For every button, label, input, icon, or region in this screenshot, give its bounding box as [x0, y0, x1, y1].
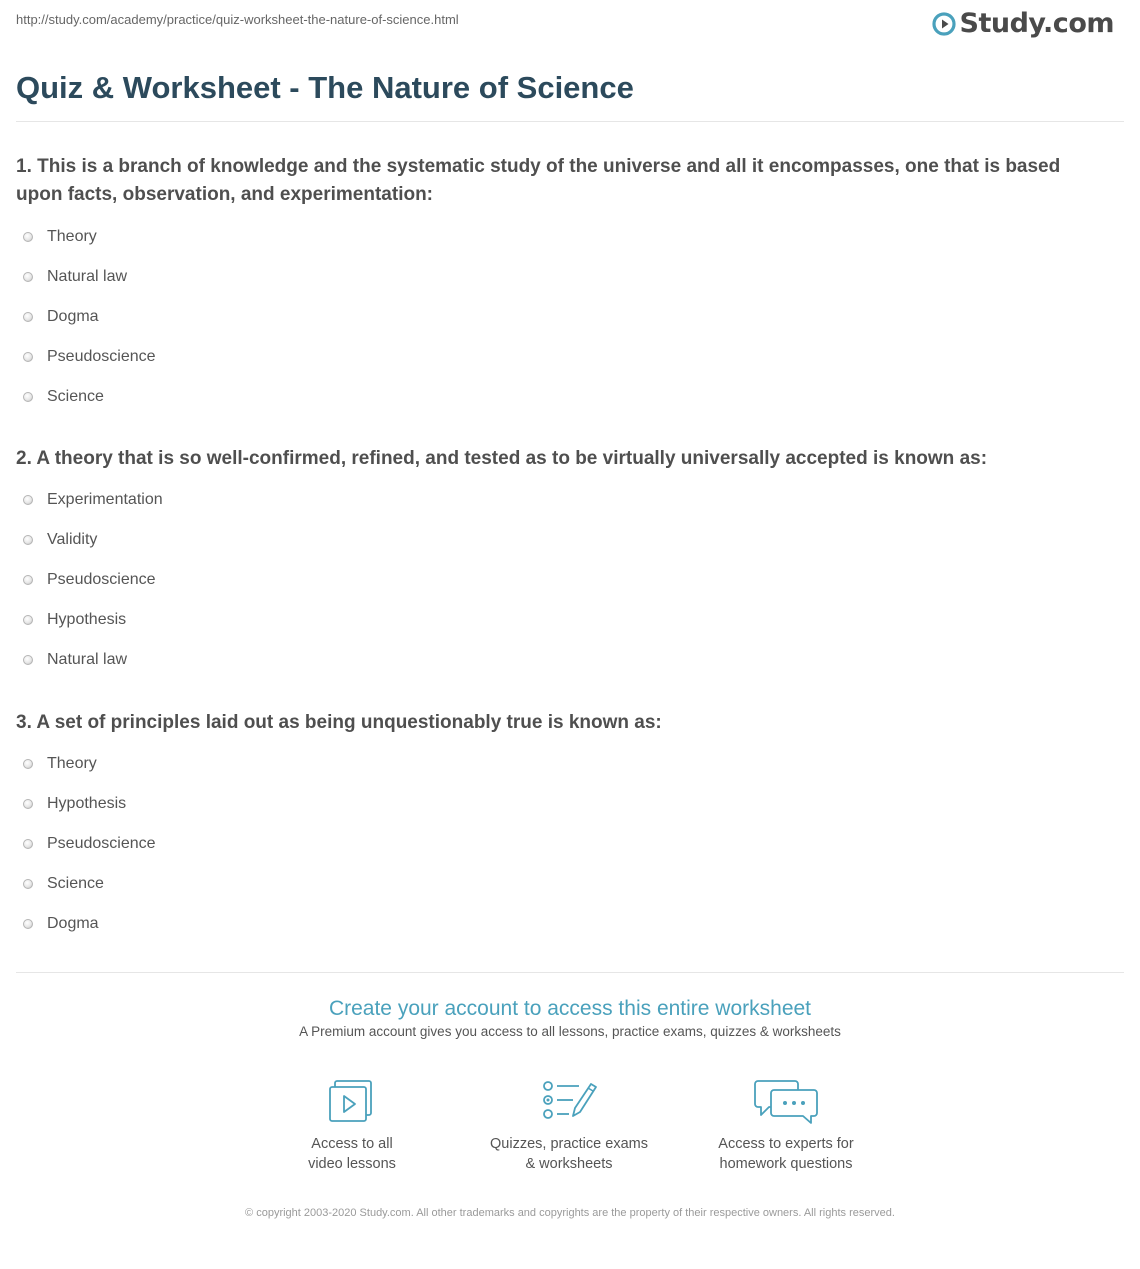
answer-options: [16, 744, 1100, 944]
radio-icon[interactable]: [23, 575, 33, 585]
question-text: 2. A theory that is so well-confirmed, refined, and tested as to be virtually universally accepted is known as:: [16, 448, 988, 469]
option-label: Natural law: [47, 651, 128, 668]
answer-option[interactable]: [16, 600, 1100, 640]
option-label: Theory: [47, 228, 97, 245]
answer-option[interactable]: [16, 744, 1100, 784]
radio-icon[interactable]: [23, 615, 33, 625]
option-label: Dogma: [47, 308, 99, 325]
answer-options: [16, 480, 1100, 680]
question-3: [16, 709, 1100, 944]
radio-icon[interactable]: [23, 655, 33, 665]
chat-experts-icon: [753, 1078, 819, 1124]
answer-option[interactable]: [16, 824, 1100, 864]
feature-line-2: video lessons: [308, 1156, 396, 1172]
radio-icon[interactable]: [23, 839, 33, 849]
radio-icon[interactable]: [23, 759, 33, 769]
option-label: Hypothesis: [47, 795, 127, 812]
radio-icon[interactable]: [23, 392, 33, 402]
question-text: 3. A set of principles laid out as being unquestionably true is known as:: [16, 712, 662, 733]
radio-icon[interactable]: [23, 352, 33, 362]
answer-option[interactable]: [16, 904, 1100, 944]
radio-icon[interactable]: [23, 272, 33, 282]
copyright-footer: © copyright 2003-2020 Study.com. All other trademarks and copyrights are the property of their respective owners. All rights reserved.: [245, 1207, 895, 1219]
play-logo-icon: [932, 12, 956, 36]
option-label: Pseudoscience: [47, 835, 156, 852]
option-label: Hypothesis: [47, 611, 127, 628]
signup-cta: [0, 996, 1140, 1039]
option-label: Science: [47, 875, 104, 892]
page-title: Quiz & Worksheet - The Nature of Science: [16, 70, 634, 105]
create-account-link[interactable]: Create your account to access this entire worksheet: [328, 997, 812, 1020]
option-label: Science: [47, 388, 104, 405]
answer-option[interactable]: [16, 640, 1100, 680]
feature-line-1: Access to all: [311, 1136, 393, 1152]
radio-icon[interactable]: [23, 495, 33, 505]
answer-option[interactable]: [16, 297, 1100, 337]
answer-option[interactable]: [16, 377, 1100, 417]
answer-option[interactable]: [16, 864, 1100, 904]
question-1: [16, 153, 1100, 417]
title-divider: [16, 121, 1124, 122]
feature-line-2: & worksheets: [525, 1156, 613, 1172]
option-label: Theory: [47, 755, 97, 772]
video-lessons-icon: [324, 1078, 380, 1124]
option-label: Experimentation: [47, 491, 163, 508]
radio-icon[interactable]: [23, 879, 33, 889]
feature-line-1: Quizzes, practice exams: [490, 1136, 648, 1152]
feature-line-1: Access to experts for: [718, 1136, 854, 1152]
option-label: Natural law: [47, 268, 128, 285]
questions-divider: [16, 972, 1124, 973]
answer-option[interactable]: [16, 560, 1100, 600]
study-logo[interactable]: [932, 8, 1114, 39]
question-text: 1. This is a branch of knowledge and the systematic study of the universe and all it encompasses, one that is based upon facts, observation, and experimentation:: [16, 156, 1061, 205]
radio-icon[interactable]: [23, 535, 33, 545]
answer-option[interactable]: [16, 257, 1100, 297]
feature-experts: [686, 1078, 886, 1174]
answer-option[interactable]: [16, 217, 1100, 257]
answer-option[interactable]: [16, 480, 1100, 520]
option-label: Validity: [47, 531, 98, 548]
radio-icon[interactable]: [23, 799, 33, 809]
radio-icon[interactable]: [23, 312, 33, 322]
answer-option[interactable]: [16, 337, 1100, 377]
option-label: Dogma: [47, 915, 99, 932]
logo-text: Study.com: [959, 8, 1114, 39]
feature-line-2: homework questions: [719, 1156, 853, 1172]
radio-icon[interactable]: [23, 232, 33, 242]
answer-options: [16, 217, 1100, 417]
page-url: http://study.com/academy/practice/quiz-worksheet-the-nature-of-science.html: [16, 12, 459, 27]
option-label: Pseudoscience: [47, 348, 156, 365]
answer-option[interactable]: [16, 520, 1100, 560]
quiz-checklist-icon: [539, 1078, 599, 1124]
feature-quizzes: [469, 1078, 669, 1174]
answer-option[interactable]: [16, 784, 1100, 824]
radio-icon[interactable]: [23, 919, 33, 929]
feature-video-lessons: [252, 1078, 452, 1174]
premium-description: A Premium account gives you access to all lessons, practice exams, quizzes & worksheets: [299, 1024, 841, 1039]
option-label: Pseudoscience: [47, 571, 156, 588]
question-2: [16, 445, 1100, 680]
